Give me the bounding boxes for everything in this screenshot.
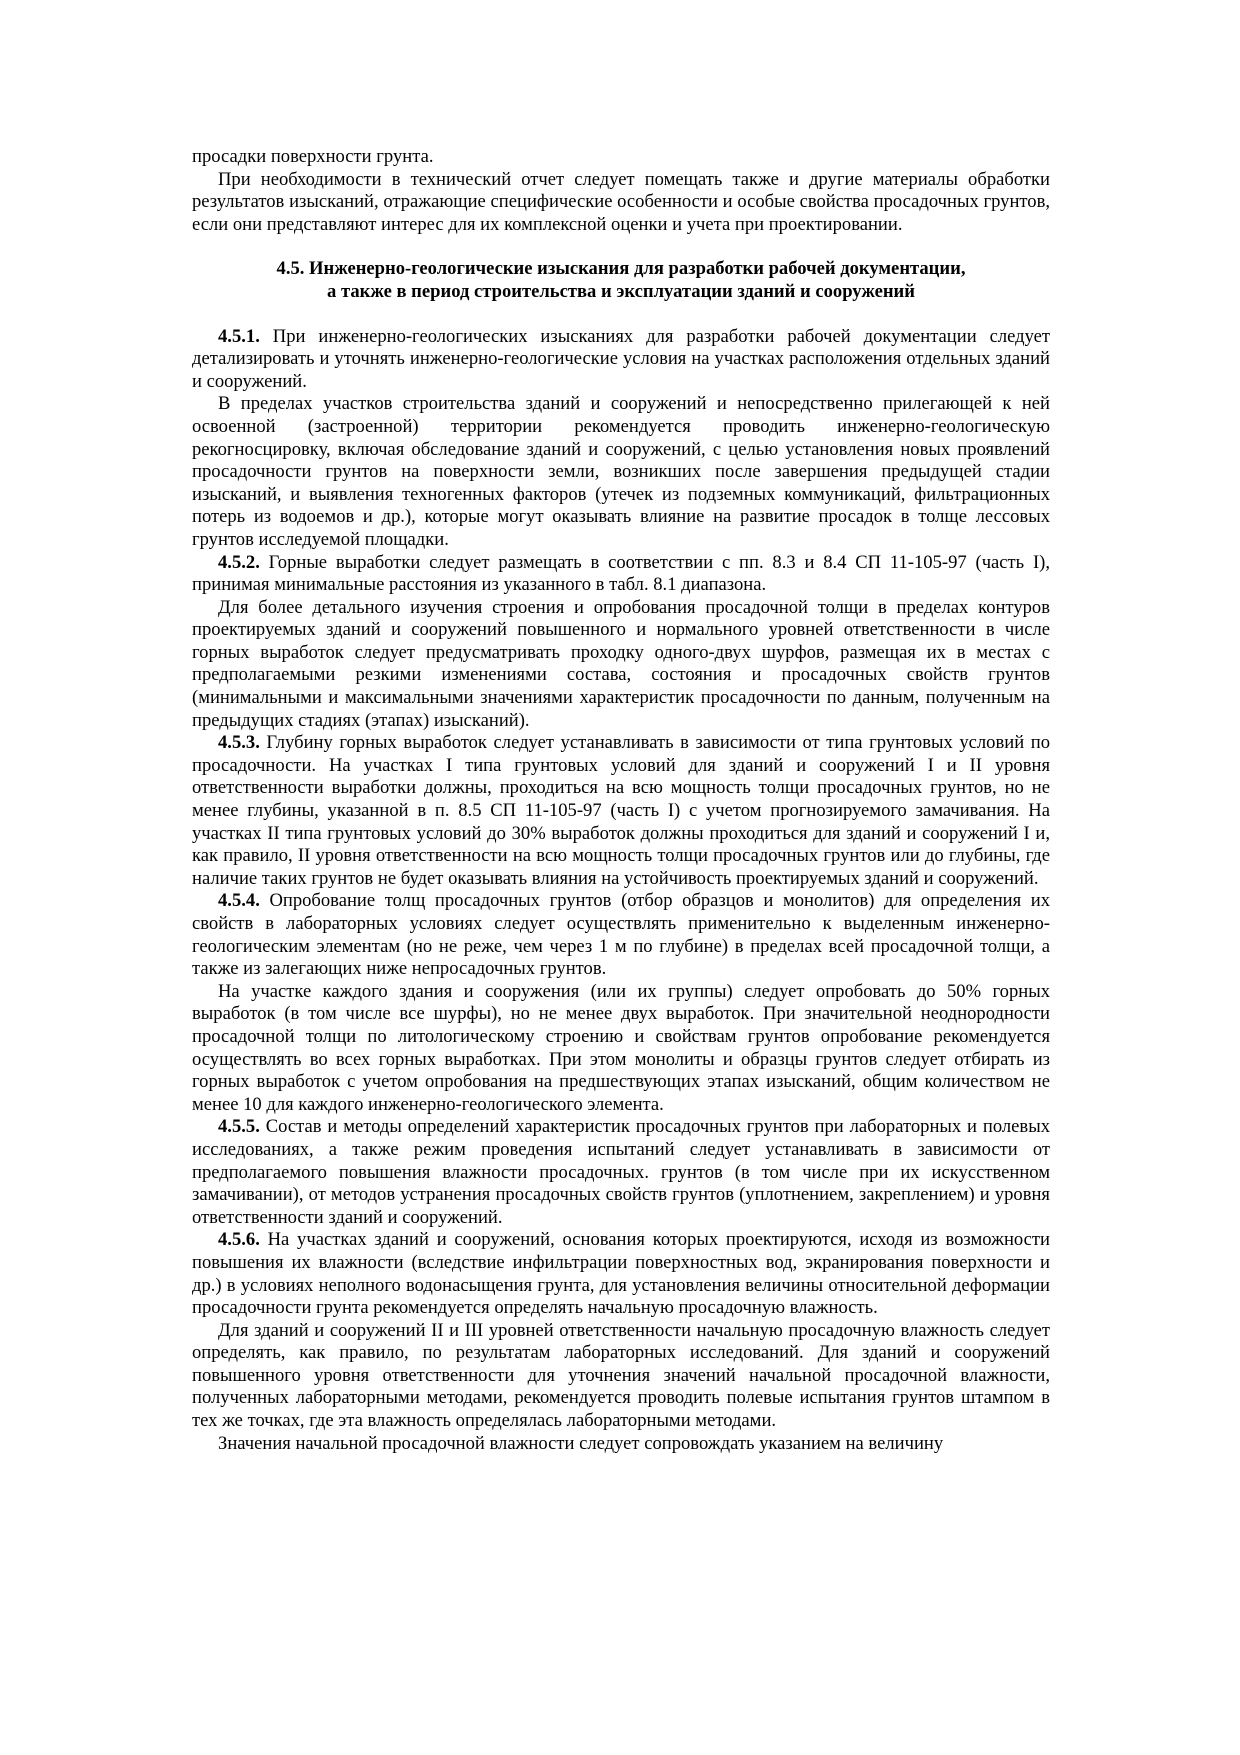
paragraph-moisture-values: Значения начальной просадочной влажности следует сопровождать указанием на величину	[218, 1432, 944, 1454]
paragraph-additional-materials: При необходимости в технический отчет следует помещать также и другие материалы обработки результатов изысканий, отражающие специфические особенности и особые свойства просадочных грунтов, если они представляют интерес для их комплексной оценки и учета при проектировании.	[192, 168, 1050, 235]
clause-number: 4.5.6.	[218, 1229, 260, 1251]
clause-4-5-2	[192, 552, 1050, 597]
section-heading	[192, 258, 1050, 303]
paragraph-sampling: На участке каждого здания и сооружения (или их группы) следует опробовать до 50% горных выработок (в том числе все шурфы), но не менее двух выработок. При значительной неоднородности просадочной толщи по литологическому строению и свойствам грунтов опробование рекомендуется осуществлять во всех горных выработках. При этом монолиты и образцы грунтов следует отбирать из горных выработок с учетом опробования на предшествующих этапах изысканий, общим количеством не менее 10 для каждого инженерно-геологического элемента.	[192, 980, 1050, 1115]
paragraph-detailed-study: Для более детального изучения строения и опробования просадочной толщи в пределах контуров проектируемых зданий и сооружений повышенного и нормального уровней ответственности в числе горных выработок следует предусматривать проходку одного-двух шурфов, размещая их в местах с предполагаемыми резкими изменениями состава, состояния и просадочных свойств грунтов (минимальными и максимальными значениями характеристик просадочности по данным, полученным на предыдущих стадиях (этапах) изысканий).	[192, 596, 1050, 731]
clause-text: На участках зданий и сооружений, основания которых проектируются, исходя из возможности повышения их влажности (вследствие инфильтрации поверхностных вод, экранирования поверхности и др.) в условиях неполного водонасыщения грунта, для установления величины относительной деформации просадочности грунта рекомендуется определять начальную просадочную влажность.	[192, 1229, 1050, 1319]
clause-4-5-3	[192, 732, 1050, 890]
clause-text: Опробование толщ просадочных грунтов (отбор образцов и монолитов) для определения их свойств в лабораторных условиях следует осуществлять применительно к выделенным инженерно-геологическим элементам (но не реже, чем через 1 м по глубине) в пределах всей просадочной толщи, а также из залегающих ниже непросадочных грунтов.	[192, 890, 1050, 980]
clause-4-5-5	[192, 1116, 1050, 1229]
section-heading-line-1: 4.5. Инженерно-геологические изыскания для разработки рабочей документации,	[276, 258, 966, 280]
clause-text: Состав и методы определений характеристик просадочных грунтов при лабораторных и полевых исследованиях, а также режим проведения испытаний следует устанавливать в зависимости от предполагаемого повышения влажности просадочных. грунтов (в том числе при их искусственном замачивании), от методов устранения просадочных свойств грунтов (уплотнением, закреплением) и уровня ответственности зданий и сооружений.	[192, 1116, 1050, 1228]
clause-text: Глубину горных выработок следует устанавливать в зависимости от типа грунтовых условий по просадочности. На участках I типа грунтовых условий для зданий и сооружений I и II уровня ответственности выработки должны, проходиться на всю мощность толщи просадочных грунтов, но не менее глубины, указанной в п. 8.5 СП 11-105-97 (часть I) с учетом прогнозируемого замачивания. На участках II типа грунтовых условий до 30% выработок должны проходиться для зданий и сооружений I и, как правило, II уровня ответственности на всю мощность толщи просадочныx грунтов или до глубины, где наличие таких грунтов не будет оказывать влияния на устойчивость проектируемых зданий и сооружений.	[192, 732, 1050, 889]
clause-number: 4.5.4.	[218, 890, 260, 912]
clause-4-5-4	[192, 890, 1050, 980]
paragraph-initial-moisture: Для зданий и сооружений II и III уровней ответственности начальную просадочную влажность следует определять, как правило, по результатам лабораторных исследований. Для зданий и сооружений повышенного уровня ответственности для уточнения значений начальной просадочной влажности, полученных лабораторными методами, рекомендуется проводить полевые испытания грунтов штампом в тех же точках, где эта влажность определялась лабораторными методами.	[192, 1319, 1050, 1432]
clause-number: 4.5.3.	[218, 732, 260, 754]
clause-number: 4.5.1.	[218, 325, 260, 347]
paragraph-continuation: просадки поверхности грунта.	[192, 146, 434, 167]
clause-text: При инженерно-геологических изысканиях для разработки рабочей документации следует детализировать и уточнять инженерно-геологические условия на участках расположения отдельных зданий и сооружений.	[192, 325, 1050, 392]
section-heading-line-2: а также в период строительства и эксплуатации зданий и сооружений	[327, 280, 915, 302]
clause-number: 4.5.5.	[218, 1116, 260, 1138]
clause-number: 4.5.2.	[218, 551, 260, 573]
paragraph-reconnaissance: В пределах участков строительства зданий и сооружений и непосредственно прилегающей к ней освоенной (застроенной) территории рекомендуется проводить инженерно-геологическую рекогносцировку, включая обследование зданий и сооружений, с целью установления новых проявлений просадочности грунтов на поверхности земли, возникших после завершения предыдущей стадии изысканий, и выявления техногенных факторов (утечек из подземных коммуникаций, фильтрационных потерь из водоемов и др.), которые могут оказывать влияние на развитие просадок в толще лессовых грунтов исследуемой площадки.	[192, 393, 1050, 550]
clause-4-5-1	[192, 326, 1050, 394]
clause-text: Горные выработки следует размещать в соответствии с пп. 8.3 и 8.4 СП 11-105-97 (часть I), принимая минимальные расстояния из указанного в табл. 8.1 диапазона.	[192, 551, 1050, 596]
document-page	[192, 146, 1050, 1455]
clause-4-5-6	[192, 1229, 1050, 1319]
